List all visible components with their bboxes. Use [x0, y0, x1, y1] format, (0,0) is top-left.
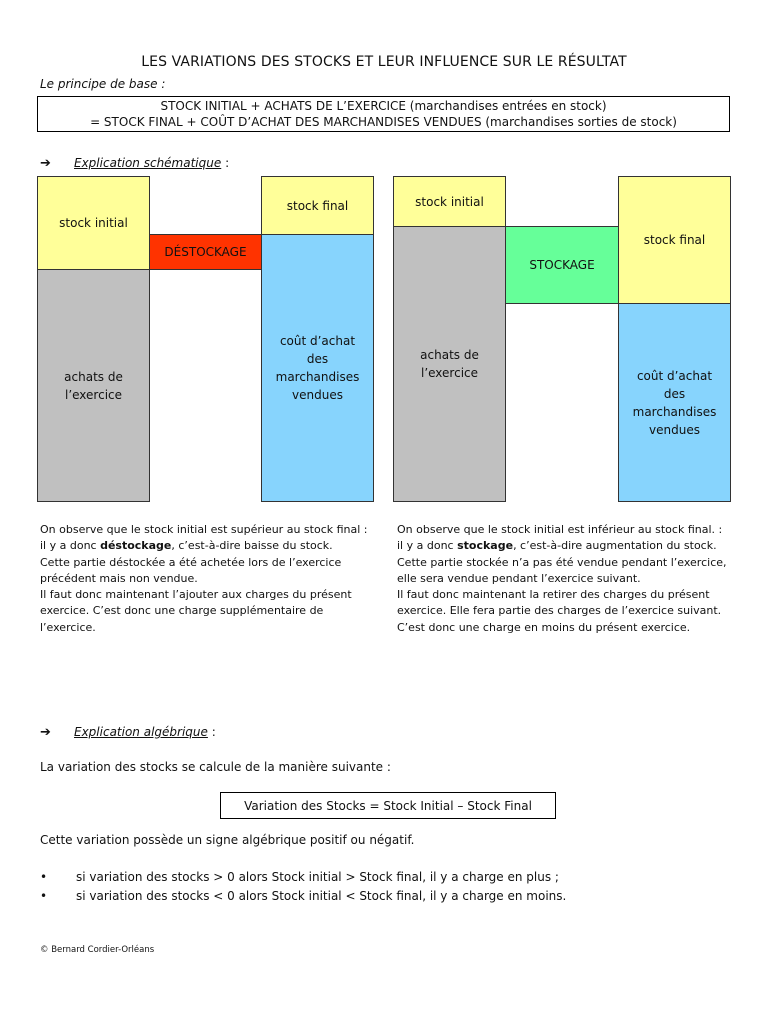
right-stock-initial-label: stock initial	[415, 194, 484, 209]
stockage-label: STOCKAGE	[529, 258, 595, 272]
right-p1-bold: stockage	[457, 539, 514, 553]
algebraic-label: Explication algébrique	[74, 725, 208, 739]
schematic-heading	[40, 152, 229, 171]
variation-formula-box	[220, 792, 556, 819]
right-paragraph-4: C’est donc une charge en moins du présent exercice.	[397, 620, 691, 634]
arrow-right-icon: ➔	[40, 725, 51, 740]
bullet-icon: •	[40, 889, 48, 903]
sign-text: Cette variation possède un signe algébrique positif ou négatif.	[40, 833, 415, 847]
left-p1-text-a: On observe que le stock initial est supérieur au stock final : il y a donc	[40, 523, 368, 553]
schematic-suffix: :	[221, 156, 230, 170]
right-achats-block	[393, 226, 506, 502]
left-paragraph-2: Cette partie déstockée a été achetée lors de l’exercice précédent mais non vendue.	[40, 555, 342, 585]
calc-intro: La variation des stocks se calcule de la manière suivante :	[40, 760, 391, 774]
right-p1-text-a: On observe que le stock initial est inférieur au stock final. : il y a donc	[397, 523, 723, 553]
page-title: LES VARIATIONS DES STOCKS ET LEUR INFLUENCE SUR LE RÉSULTAT	[141, 54, 627, 70]
right-paragraph-2: Cette partie stockée n’a pas été vendue pendant l’exercice, elle sera vendue pendant l’exercice suivant.	[397, 555, 727, 585]
left-stock-final-block	[261, 176, 374, 235]
left-achats-block	[37, 269, 150, 502]
algebraic-heading	[40, 721, 216, 740]
schematic-label: Explication schématique	[74, 156, 222, 170]
algebraic-suffix: :	[207, 725, 216, 739]
bullet-text-2: si variation des stocks < 0 alors Stock initial < Stock final, il y a charge en moins.	[76, 889, 567, 903]
right-achats-label: achats de l’exercice	[420, 348, 479, 380]
right-explanation	[397, 522, 731, 636]
arrow-right-icon: ➔	[40, 156, 51, 171]
right-stock-final-block	[618, 176, 731, 304]
left-paragraph-1	[40, 522, 375, 555]
left-cout-block	[261, 234, 374, 502]
left-explanation	[40, 522, 375, 636]
formula-line-2: = STOCK FINAL + COÛT D’ACHAT DES MARCHANDISES VENDUES (marchandises sorties de stock)	[90, 115, 677, 129]
left-paragraph-3: Il faut donc maintenant l’ajouter aux charges du présent exercice. C’est donc une charge supplémentaire de l’exercice.	[40, 588, 352, 634]
right-stock-initial-block	[393, 176, 506, 227]
formula-line-1: STOCK INITIAL + ACHATS DE L’EXERCICE (marchandises entrées en stock)	[160, 99, 607, 113]
right-cout-block	[618, 303, 731, 502]
destockage-label: DÉSTOCKAGE	[164, 245, 247, 259]
left-cout-label: coût d’achat des marchandises vendues	[275, 334, 360, 402]
right-paragraph-1	[397, 522, 731, 555]
left-p1-bold: déstockage	[100, 539, 172, 553]
bullet-text-1: si variation des stocks > 0 alors Stock initial > Stock final, il y a charge en plus ;	[76, 870, 559, 884]
left-p1-text-b: , c’est-à-dire baisse du stock.	[171, 539, 333, 553]
variation-formula: Variation des Stocks = Stock Initial – Stock Final	[244, 798, 532, 813]
base-formula-box	[37, 96, 730, 132]
right-stock-final-label: stock final	[643, 233, 706, 247]
left-stock-final-label: stock final	[286, 198, 349, 213]
right-paragraph-3: Il faut donc maintenant la retirer des charges du présent exercice. Elle fera partie des charges de l’exercice suivant.	[397, 588, 722, 618]
stockage-block	[505, 226, 619, 304]
bullet-icon: •	[40, 870, 48, 884]
footer-copyright: © Bernard Cordier-Orléans	[40, 945, 155, 955]
left-stock-initial-block	[37, 176, 150, 270]
right-p1-text-b: , c’est-à-dire augmentation du stock.	[513, 539, 717, 553]
destockage-block	[149, 234, 262, 270]
left-stock-initial-label: stock initial	[59, 216, 128, 230]
left-achats-label: achats de l’exercice	[64, 369, 123, 402]
principle-label: Le principe de base :	[40, 77, 166, 91]
right-cout-label: coût d’achat des marchandises vendues	[632, 368, 717, 437]
